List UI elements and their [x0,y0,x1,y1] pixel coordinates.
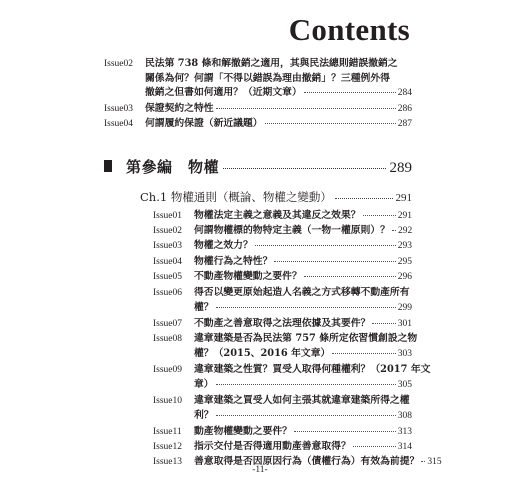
toc-entry-continuation [194,407,412,421]
dot-leader [216,307,396,308]
page-title: Contents [288,12,410,47]
toc-entry[interactable] [104,115,412,129]
page-number: 305 [397,380,412,390]
toc-entry-continuation [194,345,412,359]
issue-code: Issue12 [153,442,183,452]
page-number: 291 [397,211,412,221]
issue-code: Issue03 [104,104,134,114]
issue-title: 違章建築是否為民法第 757 條所定依習慣創設之物 [194,333,418,344]
dot-leader [335,198,393,199]
dot-leader [353,446,396,447]
page-number: 315 [427,457,442,467]
issue-title: 民法第 738 條和解撤銷之適用，其與民法總則錯誤撤銷之 [145,58,398,69]
issue-code: Issue03 [153,241,183,251]
page-number: 299 [397,303,412,313]
page-number: 296 [397,272,412,282]
page-number: 289 [389,160,412,176]
chapter-title: Ch.1 物權通則（概論、物權之變動） [140,190,332,204]
toc-entry[interactable] [153,361,431,375]
page-number: 284 [397,88,412,98]
square-bullet-icon [104,160,112,172]
issue-title: 撤銷之但書如何適用？（近期文章） [145,87,302,98]
issue-title: 保證契約之特性 [145,103,214,114]
dot-leader [363,215,396,216]
page-number: 314 [397,442,412,452]
page-number: 303 [397,349,412,359]
issue-code: Issue13 [153,457,183,467]
issue-title: 物權行為之特性？ [194,256,273,267]
dot-leader [216,108,396,109]
toc-entry[interactable] [153,392,412,406]
issue-title: 物權之效力？ [194,240,253,251]
toc-entry-continuation [145,70,412,84]
toc-entry[interactable] [153,423,412,437]
page-number: 308 [397,411,412,421]
toc-entry[interactable] [153,284,412,298]
dot-leader [216,415,396,416]
toc-entry-continuation [145,84,412,98]
issue-code: Issue11 [153,427,182,437]
issue-code: Issue07 [153,319,183,329]
page-number: 286 [397,104,412,114]
issue-title: 違章建築之買受人如何主張其就違章建築所得之權 [194,395,410,406]
issue-title: 指示交付是否得適用動產善意取得？ [194,441,351,452]
page-number: 301 [397,319,412,329]
page-number: 291 [395,192,412,204]
toc-entry[interactable] [153,222,412,236]
chapter-heading[interactable] [140,189,412,205]
issue-title: 違章建築之性質？買受人取得何種權利？（2017 年文 [194,364,431,375]
page-number: 295 [397,257,412,267]
issue-title: 動產物權變動之要件？ [194,426,292,437]
toc-entry[interactable] [153,207,412,221]
toc-entry[interactable] [153,438,412,452]
toc-entry[interactable] [153,268,412,282]
issue-code: Issue02 [153,226,183,236]
dot-leader [255,245,396,246]
dot-leader [372,323,395,324]
issue-title: 關係為何？何謂「不得以錯誤為理由撤銷」？三種例外得 [145,73,390,84]
page-number: 287 [397,119,412,129]
issue-code: Issue06 [153,288,183,298]
issue-code: Issue04 [153,257,183,267]
issue-title: 何謂履約保證（新近議題） [145,118,263,129]
toc-entry[interactable] [153,237,412,251]
dot-leader [216,384,396,385]
issue-title: 不動產物權變動之要件？ [194,271,302,282]
toc-entry[interactable] [153,330,418,344]
issue-code: Issue05 [153,272,183,282]
issue-code: Issue10 [153,396,183,406]
toc-entry-continuation [194,376,412,390]
issue-title: 權？（2015、2016 年文章） [194,348,331,359]
issue-title: 善意取得是否因原因行為（債權行為）有效為前提？ [194,456,420,467]
part-title: 第參編 物權 [126,158,220,176]
issue-code: Issue04 [104,119,134,129]
issue-code: Issue08 [153,334,183,344]
issue-title: 不動產之善意取得之法理依據及其要件？ [194,318,371,329]
toc-entry[interactable] [153,253,412,267]
toc-entry[interactable] [153,315,412,329]
dot-leader [265,123,396,124]
issue-code: Issue09 [153,365,183,375]
issue-title: 利？ [194,410,214,421]
dot-leader [223,168,385,169]
page-number: 313 [397,427,412,437]
dot-leader [304,276,396,277]
dot-leader [304,92,396,93]
toc-entry[interactable] [104,55,412,69]
dot-leader [274,261,395,262]
issue-title: 權？ [194,302,214,313]
page-number: 293 [397,241,412,251]
issue-code: Issue01 [153,211,183,221]
issue-code: Issue02 [104,59,134,69]
part-heading[interactable] [104,156,412,177]
page-footer-number: -11- [252,465,268,475]
issue-title: 何謂物權標的物特定主義（一物一權原則）？ [194,225,390,236]
toc-entry-continuation [194,299,412,313]
dot-leader [294,431,396,432]
toc-entry[interactable] [104,100,412,114]
dot-leader [421,461,425,462]
issue-title: 物權法定主義之意義及其違反之效果？ [194,210,361,221]
dot-leader [332,353,395,354]
issue-title: 得否以變更原始起造人名義之方式移轉不動產所有 [194,287,410,298]
dot-leader [392,230,396,231]
issue-title: 章） [194,379,214,390]
page-number: 292 [397,226,413,236]
